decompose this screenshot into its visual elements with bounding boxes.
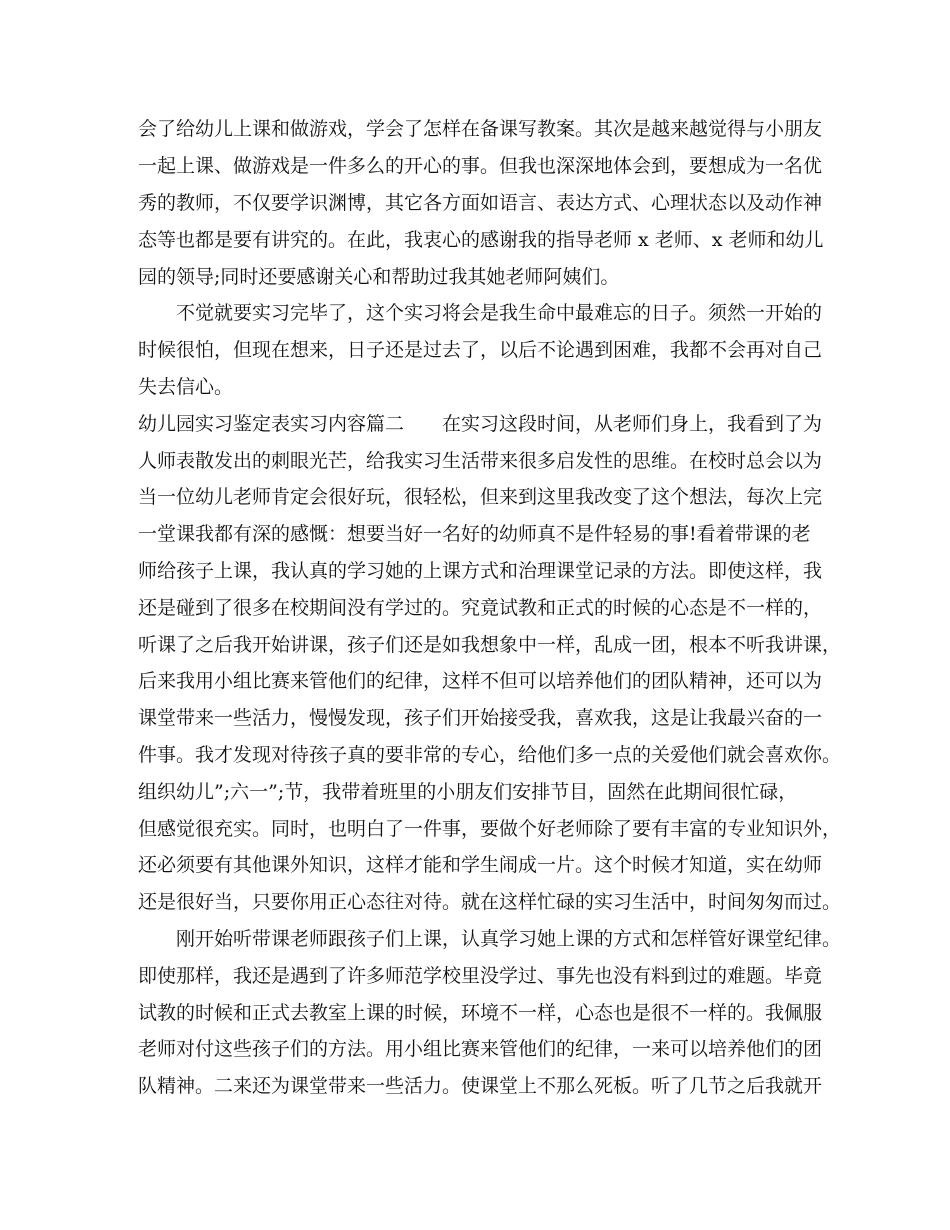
text-line: 刚开始听带课老师跟孩子们上课，认真学习她上课的方式和怎样管好课堂纪律。 [138, 928, 842, 950]
text-line: 会了给幼儿上课和做游戏，学会了怎样在备课写教案。其次是越来越觉得与小朋友 [138, 118, 823, 140]
text-line: 当一位幼儿老师肯定会很好玩，很轻松，但来到这里我改变了这个想法，每次上完 [138, 486, 823, 508]
text-line: 人师表散发出的刺眼光芒，给我实习生活带来很多启发性的思维。在校时总会以为 [138, 450, 823, 472]
text-line: 老师对付这些孩子们的方法。用小组比赛来管他们的纪律，一来可以培养他们的团 [138, 1038, 823, 1060]
text-line: 不觉就要实习完毕了，这个实习将会是我生命中最难忘的日子。须然一开始的 [138, 302, 823, 324]
text-line: 秀的教师，不仅要学识渊博，其它各方面如语言、表达方式、心理状态以及动作神 [138, 192, 823, 214]
text-line: 试教的时候和正式去教室上课的时候，环境不一样，心态也是很不一样的。我佩服 [138, 1002, 823, 1024]
text-line: 态等也都是要有讲究的。在此，我衷心的感谢我的指导老师 x 老师、x 老师和幼儿 [138, 229, 824, 251]
text-line: 后来我用小组比赛来管他们的纪律，这样不但可以培养他们的团队精神，还可以为 [138, 670, 823, 692]
text-line: 还必须要有其他课外知识，这样才能和学生闹成一片。这个时候才知道，实在幼师 [138, 854, 823, 876]
text-line: 听课了之后我开始讲课，孩子们还是如我想象中一样，乱成一团，根本不听我讲课， [138, 634, 842, 656]
text-line: 即使那样，我还是遇到了许多师范学校里没学过、事先也没有料到过的难题。毕竟 [138, 965, 823, 987]
text-line: 一堂课我都有深的感慨：想要当好一名好的幼师真不是件轻易的事!看着带课的老 [138, 523, 811, 545]
text-line: 组织幼儿”;六一”;节，我带着班里的小朋友们安排节目，固然在此期间很忙碌， [138, 781, 798, 803]
text-line: 还是很好当，只要你用正心态往对待。就在这样忙碌的实习生活中，时间匆匆而过。 [138, 891, 842, 913]
text-line: 件事。我才发现对待孩子真的要非常的专心，给他们多一点的关爱他们就会喜欢你。 [138, 744, 842, 766]
text-line: 课堂带来一些活力，慢慢发现，孩子们开始接受我，喜欢我，这是让我最兴奋的一 [138, 707, 823, 729]
text-line: 园的领导;同时还要感谢关心和帮助过我其她老师阿姨们。 [138, 266, 620, 288]
text-line: 时候很怕，但现在想来，日子还是过去了，以后不论遇到困难，我都不会再对自己 [138, 339, 823, 361]
text-line: 一起上课、做游戏是一件多么的开心的事。但我也深深地体会到，要想成为一名优 [138, 155, 823, 177]
text-line: 幼儿园实习鉴定表实习内容篇二 在实习这段时间，从老师们身上，我看到了为 [138, 413, 823, 435]
text-line: 但感觉很充实。同时，也明白了一件事，要做个好老师除了要有丰富的专业知识外， [138, 818, 842, 840]
text-line: 失去信心。 [138, 376, 234, 398]
text-line: 师给孩子上课，我认真的学习她的上课方式和治理课堂记录的方法。即使这样，我 [138, 560, 823, 582]
text-line: 队精神。二来还为课堂带来一些活力。使课堂上不那么死板。听了几节之后我就开 [138, 1075, 823, 1097]
text-line: 还是碰到了很多在校期间没有学过的。究竟试教和正式的时候的心态是不一样的， [138, 597, 823, 619]
